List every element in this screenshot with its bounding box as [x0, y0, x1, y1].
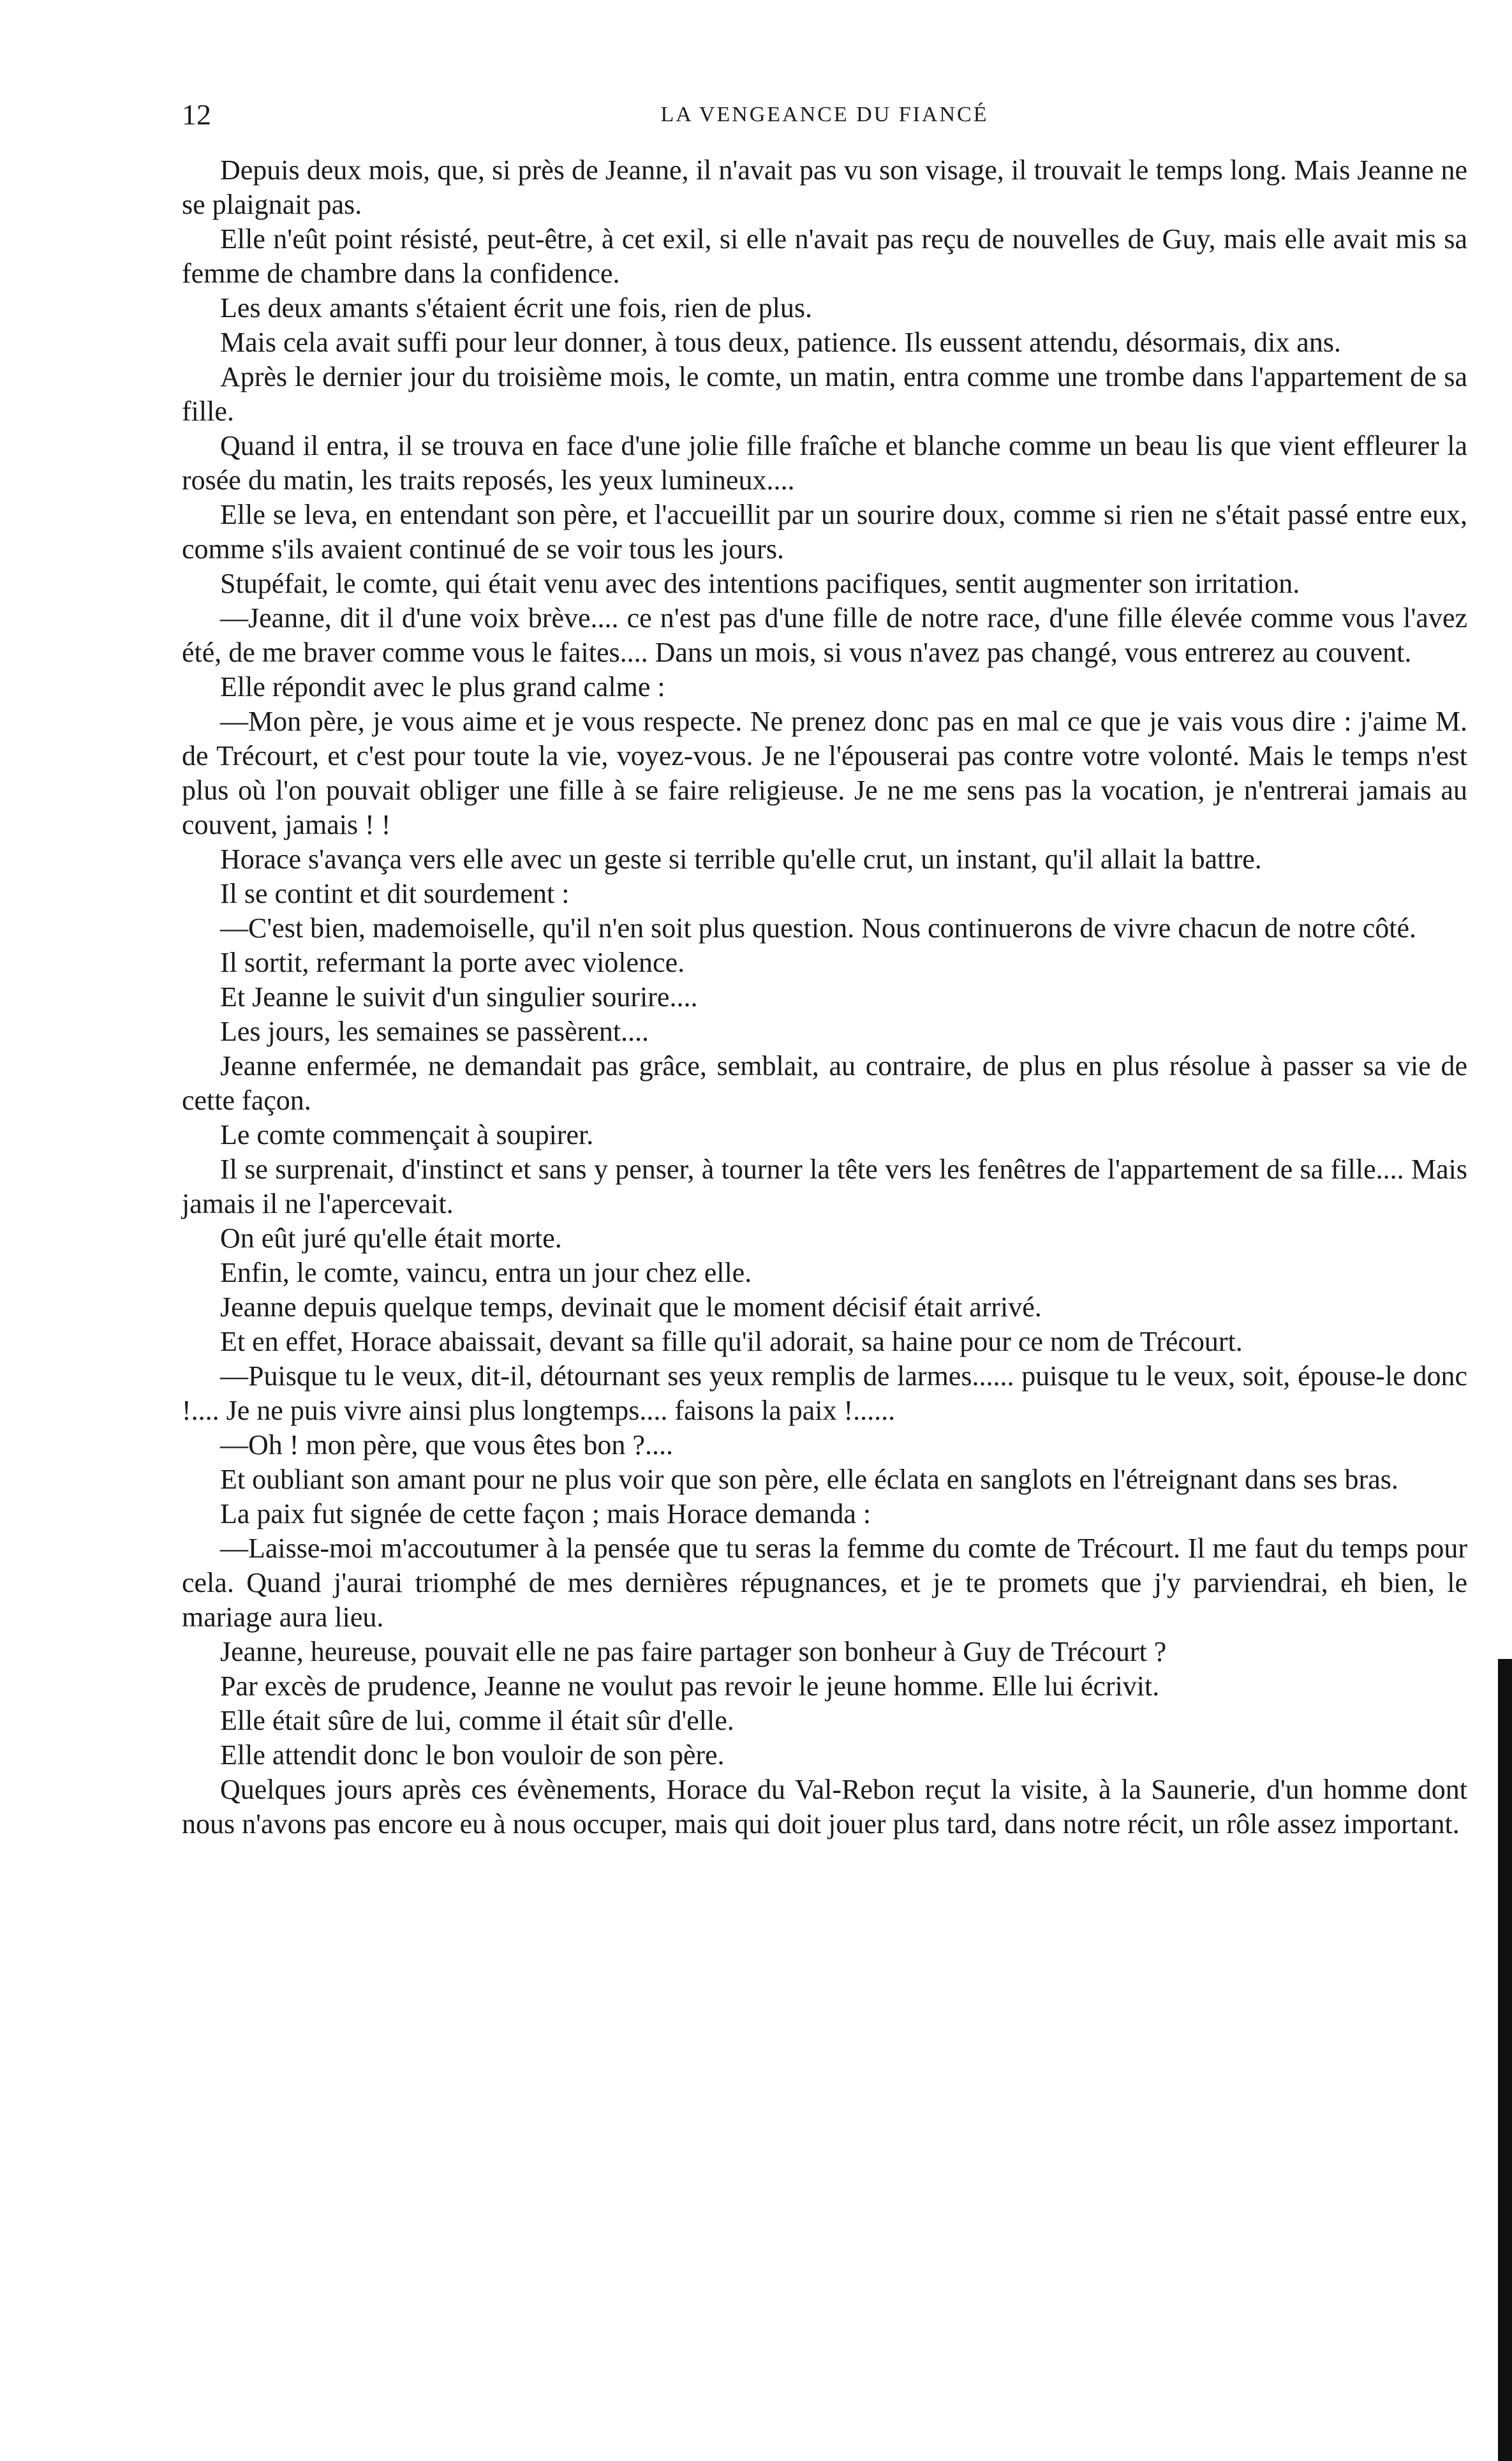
paragraph: Et Jeanne le suivit d'un singulier sourire....: [220, 981, 698, 1013]
paragraph: Depuis deux mois, que, si près de Jeanne, il n'avait pas vu son visage, il trouvait le temps long. Mais Jeanne ne se plaignait pas.: [182, 154, 1467, 220]
paragraph: Quelques jours après ces évènements, Horace du Val-Rebon reçut la visite, à la Saunerie, d'un homme dont nous n'avons pas encore eu à nous occuper, mais qui doit jouer plus tard, dans notre récit, un rôle assez important.: [182, 1774, 1467, 1840]
paragraph: Il sortit, refermant la porte avec violence.: [220, 947, 685, 978]
paragraph: Quand il entra, il se trouva en face d'une jolie fille fraîche et blanche comme un beau lis que vient effleurer la rosée du matin, les traits reposés, les yeux lumineux....: [182, 430, 1467, 496]
paragraph: —Laisse-moi m'accoutumer à la pensée que tu seras la femme du comte de Trécourt. Il me faut du temps pour cela. Quand j'aurai triomphé de mes dernières répugnances, et je te promets que j'y parviendrai, eh bien, le mariage aura lieu.: [182, 1533, 1467, 1633]
page-header: [182, 96, 1467, 134]
paragraph: —Puisque tu le veux, dit-il, détournant ses yeux remplis de larmes...... puisque tu le veux, soit, épouse-le donc !.... Je ne puis vivre ainsi plus longtemps.... faisons la paix !......: [182, 1360, 1467, 1426]
paragraph: Elle était sûre de lui, comme il était sûr d'elle.: [220, 1705, 734, 1736]
paragraph: Et en effet, Horace abaissait, devant sa fille qu'il adorait, sa haine pour ce nom de Trécourt.: [220, 1326, 1243, 1357]
paragraph: —Oh ! mon père, que vous êtes bon ?....: [220, 1429, 673, 1461]
paragraph: On eût juré qu'elle était morte.: [220, 1223, 562, 1254]
paragraph: Horace s'avança vers elle avec un geste si terrible qu'elle crut, un instant, qu'il allait la battre.: [220, 844, 1262, 875]
paragraph: Enfin, le comte, vaincu, entra un jour chez elle.: [220, 1257, 752, 1288]
running-title: LA VENGEANCE DU FIANCÉ: [660, 103, 989, 126]
paragraph: Jeanne enfermée, ne demandait pas grâce, semblait, au contraire, de plus en plus résolue à passer sa vie de cette façon.: [182, 1050, 1467, 1116]
paragraph: Et oubliant son amant pour ne plus voir que son père, elle éclata en sanglots en l'étreignant dans ses bras.: [220, 1464, 1398, 1495]
paragraph: Elle se leva, en entendant son père, et l'accueillit par un sourire doux, comme si rien ne s'était passé entre eux, comme s'ils avaient continué de se voir tous les jours.: [182, 499, 1467, 565]
paragraph: Elle attendit donc le bon vouloir de son père.: [220, 1739, 725, 1771]
paragraph: La paix fut signée de cette façon ; mais Horace demanda :: [220, 1498, 871, 1529]
paragraph: Par excès de prudence, Jeanne ne voulut pas revoir le jeune homme. Elle lui écrivit.: [220, 1670, 1160, 1702]
paragraph: Elle répondit avec le plus grand calme :: [220, 671, 665, 703]
paragraph: Jeanne, heureuse, pouvait elle ne pas faire partager son bonheur à Guy de Trécourt ?: [220, 1636, 1167, 1667]
paragraph: —Mon père, je vous aime et je vous respecte. Ne prenez donc pas en mal ce que je vais vous dire : j'aime M. de Trécourt, et c'est pour toute la vie, voyez-vous. Je ne l'épouserai pas contre votre volonté. Mais le temps n'est plus où l'on pouvait obliger une fille à se faire religieuse. Je ne me sens pas la vocation, je n'entrerai jamais au couvent, jamais ! !: [182, 706, 1467, 840]
paragraph: Jeanne depuis quelque temps, devinait que le moment décisif était arrivé.: [220, 1291, 1042, 1323]
paragraph: Mais cela avait suffi pour leur donner, à tous deux, patience. Ils eussent attendu, désormais, dix ans.: [220, 327, 1341, 358]
paragraph: Le comte commençait à soupirer.: [220, 1119, 594, 1150]
paragraph: Il se surprenait, d'instinct et sans y penser, à tourner la tête vers les fenêtres de l'appartement de sa fille.... Mais jamais il ne l'apercevait.: [182, 1154, 1467, 1219]
body-text: [182, 153, 1467, 1841]
paragraph: Il se contint et dit sourdement :: [220, 878, 570, 909]
paragraph: Après le dernier jour du troisième mois, le comte, un matin, entra comme une trombe dans l'appartement de sa fille.: [182, 361, 1467, 427]
paragraph: —Jeanne, dit il d'une voix brève.... ce n'est pas d'une fille de notre race, d'une fille élevée comme vous l'avez été, de me braver comme vous le faites.... Dans un mois, si vous n'avez pas changé, vous entrerez au couvent.: [182, 602, 1467, 668]
paragraph: —C'est bien, mademoiselle, qu'il n'en soit plus question. Nous continuerons de vivre chacun de notre côté.: [220, 912, 1417, 944]
paragraph: Stupéfait, le comte, qui était venu avec des intentions pacifiques, sentit augmenter son irritation.: [220, 568, 1300, 599]
paragraph: Elle n'eût point résisté, peut-être, à cet exil, si elle n'avait pas reçu de nouvelles de Guy, mais elle avait mis sa femme de chambre dans la confidence.: [182, 223, 1467, 289]
paragraph: Les deux amants s'étaient écrit une fois, rien de plus.: [220, 292, 812, 323]
scan-edge-shadow: [1498, 1659, 1512, 2461]
paragraph: Les jours, les semaines se passèrent....: [220, 1016, 649, 1047]
page-number: 12: [182, 98, 211, 131]
